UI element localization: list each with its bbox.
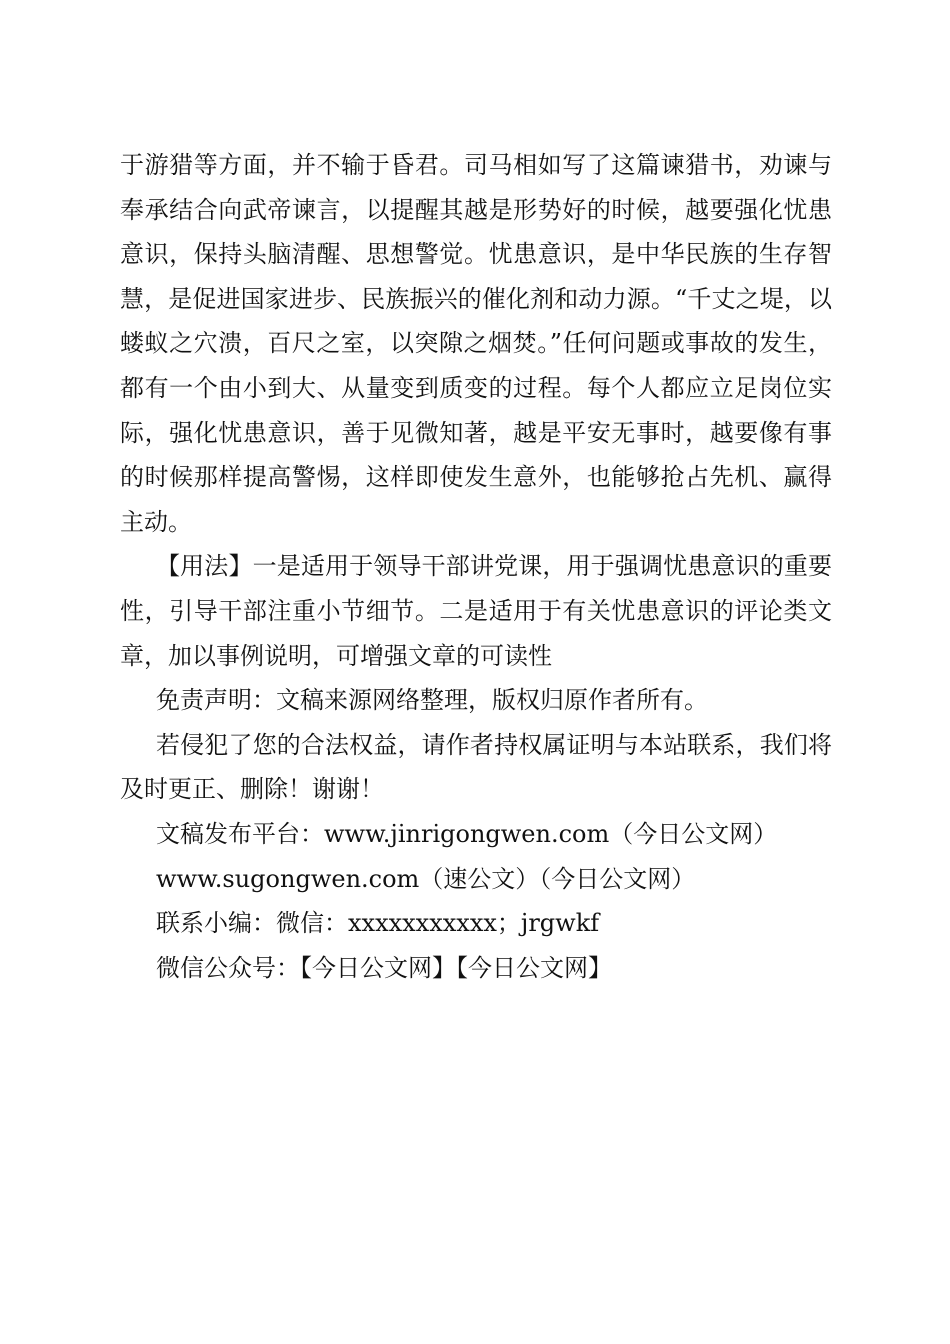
document-body xyxy=(120,143,832,990)
contact-editor-text: 联系小编：微信：xxxxxxxxxxx；jrgwkf xyxy=(156,909,600,938)
body-paragraph: 于游猎等方面，并不输于昏君。司马相如写了这篇谏猎书，劝谏与奉承结合向武帝谏言，以提醒其越是形势好的时候，越要强化忧患意识，保持头脑清醒、思想警觉。忧患意识，是中华民族的生存智慧，是促进国家进步、民族振兴的催化剂和动力源。“千丈之堤，以蝼蚁之穴溃，百尺之室，以突隙之烟焚。”任何问题或事故的发生，都有一个由小到大、从量变到质变的过程。每个人都应立足岗位实际，强化忧患意识，善于见微知著，越是平安无事时，越要像有事的时候那样提高警惕，这样即使发生意外，也能够抢占先机、赢得主动。 xyxy=(120,151,832,536)
alt-site-text: www.sugongwen.com（速公文）（今日公文网） xyxy=(156,864,696,893)
usage-paragraph: 【用法】一是适用于领导干部讲党课，用于强调忧患意识的重要性，引导干部注重小节细节。二是适用于有关忧患意识的评论类文章，加以事例说明，可增强文章的可读性 xyxy=(120,552,832,670)
infringement-notice: 若侵犯了您的合法权益，请作者持权属证明与本站联系，我们将及时更正、删除！谢谢！ xyxy=(120,730,832,804)
publish-platform-text: 文稿发布平台：www.jinrigongwen.com（今日公文网） xyxy=(156,819,778,848)
disclaimer-text: 免责声明：文稿来源网络整理，版权归原作者所有。 xyxy=(156,686,708,715)
wechat-account-text: 微信公众号：【今日公文网】【今日公文网】 xyxy=(156,953,612,982)
